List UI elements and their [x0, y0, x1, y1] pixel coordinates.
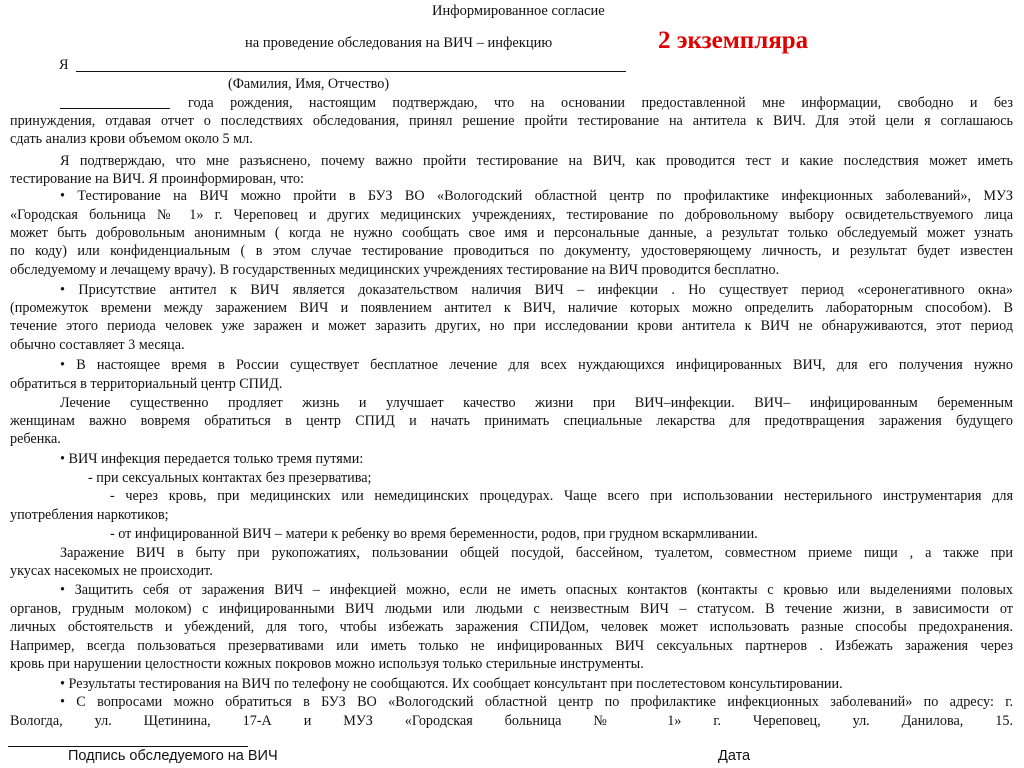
body-line: употребления наркотиков; — [10, 507, 169, 523]
body-line: (промежуток времени между заражением ВИЧ и появлением антител к ВИЧ, наличие которых можно определить лабораторным способом). В — [10, 300, 1013, 316]
body-line: - от инфицированной ВИЧ – матери к ребенку во время беременности, родов, при грудном вскармливании. — [110, 526, 758, 542]
body-line: • В настоящее время в России существует бесплатное лечение для всех нуждающихся инфицированных ВИЧ, для его получения нужно — [60, 357, 1013, 373]
body-line: Вологда, ул. Щетинина, 17-А и МУЗ «Городская больница № 1» г. Череповец, ул. Данилова, 15. — [10, 713, 1013, 729]
body-line: • Присутствие антител к ВИЧ является доказательством наличия ВИЧ – инфекции . Но существует период «серонегативного окна» — [60, 282, 1013, 298]
body-line: • Тестирование на ВИЧ можно пройти в БУЗ ВО «Вологодский областной центр по профилактике инфекционных заболеваний», МУЗ — [60, 188, 1013, 204]
body-line: • ВИЧ инфекция передается только тремя путями: — [60, 451, 364, 467]
body-line: сдать анализ крови объемом около 5 мл. — [10, 131, 253, 147]
body-line: • Результаты тестирования на ВИЧ по телефону не сообщаются. Их сообщает консультант при послетестовом консультировании. — [60, 676, 843, 692]
signature-blank-line[interactable] — [8, 746, 248, 747]
body-line: женщинам важно вовремя обратиться в центр СПИД и начать принимать специальные лекарства для предотвращения заражения будущего — [10, 413, 1013, 429]
document-subtitle: на проведение обследования на ВИЧ – инфекцию — [245, 35, 553, 51]
body-line: • Защитить себя от заражения ВИЧ – инфекцией можно, если не иметь опасных контактов (контакты с кровью или выделениями половых — [60, 582, 1013, 598]
body-line: тестирование на ВИЧ. Я проинформирован, что: — [10, 171, 305, 187]
body-line: - через кровь, при медицинских или немедицинских процедурах. Чаще всего при использовании нестерильного инструментария для — [110, 488, 1013, 504]
full-name-caption: (Фамилия, Имя, Отчество) — [228, 76, 390, 92]
body-line: органов, грудным молоком) с инфицированными ВИЧ людьми или людьми с неизвестным ВИЧ – статусом. В течение жизни, в зависимости от — [10, 601, 1013, 617]
date-label: Дата — [718, 748, 751, 764]
body-line: по коду) или конфиденциальным ( в этом случае тестирование проводиться по документу, удостоверяющему личность, и результат будет известен — [10, 243, 1013, 259]
body-line: Заражение ВИЧ в быту при рукопожатиях, пользовании общей посудой, бассейном, туалетом, совместном приеме пищи , а также при — [60, 545, 1013, 561]
ya-label: Я — [59, 57, 69, 73]
body-line: - при сексуальных контактах без презерватива; — [88, 470, 372, 486]
body-line: обычно составляет 3 месяца. — [10, 337, 185, 353]
body-line: • С вопросами можно обратиться в БУЗ ВО «Вологодский областной центр по профилактике инфекционных заболеваний» по адресу: г. — [60, 694, 1013, 710]
body-line: принуждения, отдавая отчет о последствиях обследования, принял решение пройти тестирование на антитела к ВИЧ. Для этой цели я соглашаюсь — [10, 113, 1013, 129]
body-line: «Городская больница № 1» г. Череповец и других медицинских учреждениях, тестирование по добровольному выбору освидетельствуемого лица — [10, 207, 1013, 223]
signature-label: Подпись обследуемого на ВИЧ — [68, 748, 278, 764]
body-line: обратиться в территориальный центр СПИД. — [10, 376, 283, 392]
body-line: года рождения, настоящим подтверждаю, что на основании предоставленной мне информации, свободно и без — [188, 95, 1013, 111]
body-line: обследуемому и лечащему врачу). В государственных медицинских учреждениях тестирование на ВИЧ проводится бесплатно. — [10, 262, 780, 278]
body-line: течение этого периода человек уже заражен и может заразить других, но при исследовании крови антитела к ВИЧ не обнаруживаются, этот период — [10, 318, 1013, 334]
copies-note: 2 экземпляра — [658, 27, 809, 54]
body-line: Я подтверждаю, что мне разъяснено, почему важно пройти тестирование на ВИЧ, как проводится тест и какие последствия может иметь — [60, 153, 1013, 169]
body-line: Лечение существенно продляет жизнь и улучшает качество жизни при ВИЧ–инфекции. ВИЧ– инфицированным беременным — [60, 395, 1013, 411]
birth-year-blank-line[interactable] — [60, 108, 170, 109]
body-line: может быть добровольным анонимным ( когда не нужно сообщать свое имя и персональные данные, а результат только обследуемый может узнать — [10, 225, 1013, 241]
full-name-blank-line[interactable] — [76, 71, 626, 72]
body-line: Например, всегда пользоваться презервативами или иметь только не инфицированных ВИЧ сексуальных партнеров . Избежать заражения через — [10, 638, 1013, 654]
body-line: личных обстоятельств и убеждений, для того, чтобы избежать заражения СПИДом, человек может использовать разные способы предохранения. — [10, 619, 1013, 635]
document-title: Информированное согласие — [432, 3, 605, 19]
body-line: ребенка. — [10, 431, 61, 447]
body-line: укусах насекомых не происходит. — [10, 563, 213, 579]
body-line: кровь при нарушении целостности кожных покровов можно используя только стерильные инструменты. — [10, 656, 644, 672]
